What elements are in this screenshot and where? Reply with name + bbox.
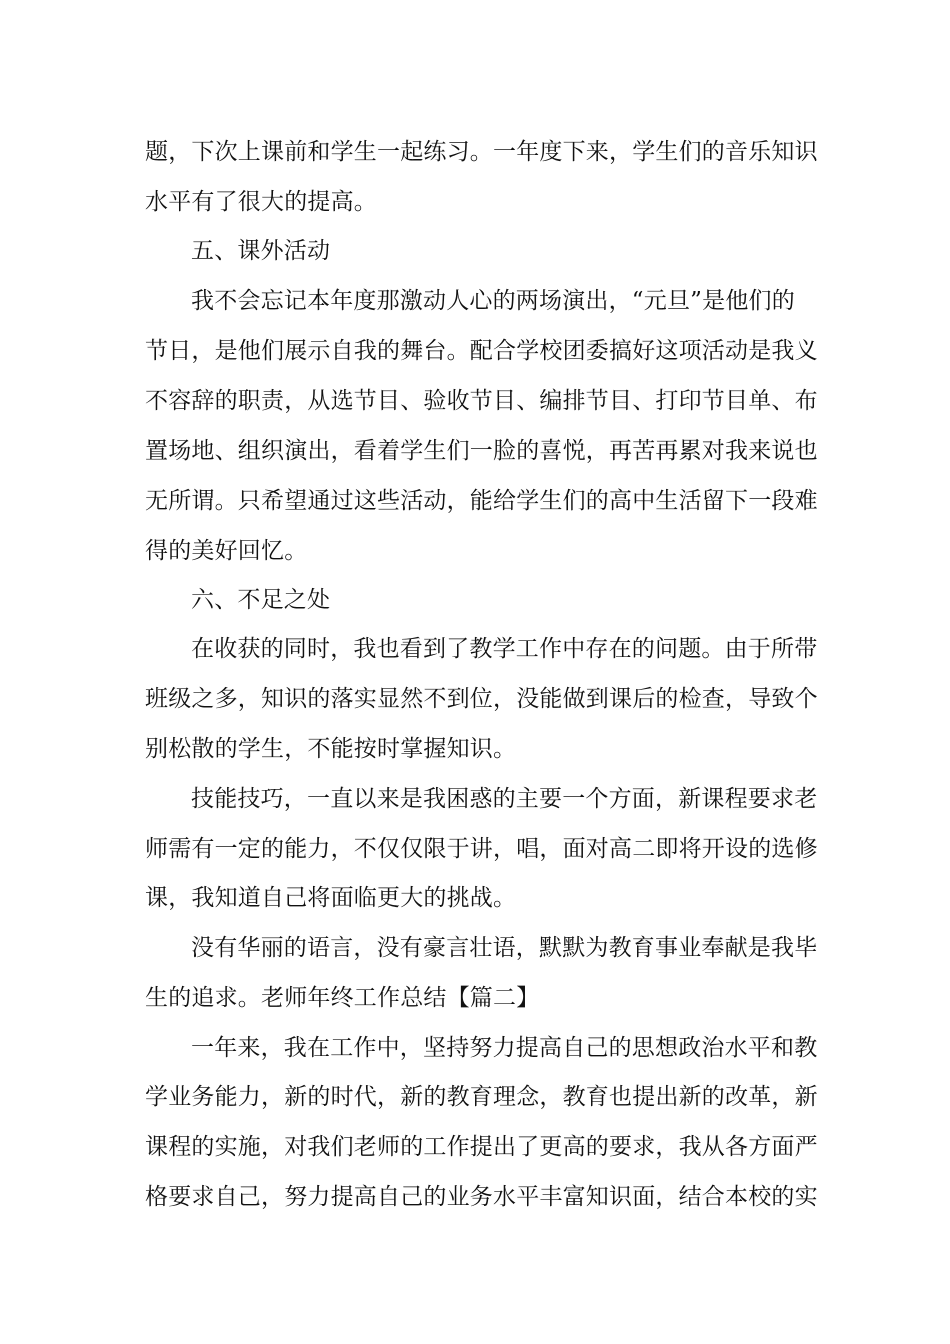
section-heading: 六、不足之处 — [191, 587, 331, 613]
text-line: 没有华丽的语言，没有豪言壮语，默默为教育事业奉献是我毕 — [191, 935, 818, 961]
text-line: 得的美好回忆。 — [145, 538, 308, 564]
text-line: 学业务能力，新的时代，新的教育理念，教育也提出新的改革，新 — [145, 1084, 818, 1110]
text-line: 格要求自己，努力提高自己的业务水平丰富知识面，结合本校的实 — [145, 1184, 818, 1210]
text-line: 节日，是他们展示自我的舞台。配合学校团委搞好这项活动是我义 — [145, 338, 818, 364]
text-line: 课，我知道自己将面临更大的挑战。 — [145, 885, 517, 911]
text-line: 置场地、组织演出，看着学生们一脸的喜悦，再苦再累对我来说也 — [145, 438, 818, 464]
text-line: 我不会忘记本年度那激动人心的两场演出，“元旦”是他们的 — [191, 288, 795, 314]
text-line: 无所谓。只希望通过这些活动，能给学生们的高中生活留下一段难 — [145, 488, 818, 514]
text-line: 一年来，我在工作中，坚持努力提高自己的思想政治水平和教 — [191, 1035, 818, 1061]
text-line: 技能技巧，一直以来是我困惑的主要一个方面，新课程要求老 — [191, 786, 818, 812]
text-line: 课程的实施，对我们老师的工作提出了更高的要求，我从各方面严 — [145, 1134, 818, 1160]
text-line: 别松散的学生，不能按时掌握知识。 — [145, 736, 517, 762]
text-line: 在收获的同时，我也看到了教学工作中存在的问题。由于所带 — [191, 636, 818, 662]
text-line: 生的追求。老师年终工作总结【篇二】 — [145, 985, 540, 1011]
text-line: 班级之多，知识的落实显然不到位，没能做到课后的检查，导致个 — [145, 686, 818, 712]
text-line: 不容辞的职责，从选节目、验收节目、编排节目、打印节目单、布 — [145, 388, 818, 414]
text-line: 师需有一定的能力，不仅仅限于讲，唱，面对高二即将开设的选修 — [145, 836, 818, 862]
section-heading: 五、课外活动 — [191, 238, 331, 264]
text-line: 题，下次上课前和学生一起练习。一年度下来，学生们的音乐知识 — [145, 139, 818, 165]
text-line: 水平有了很大的提高。 — [145, 189, 377, 215]
